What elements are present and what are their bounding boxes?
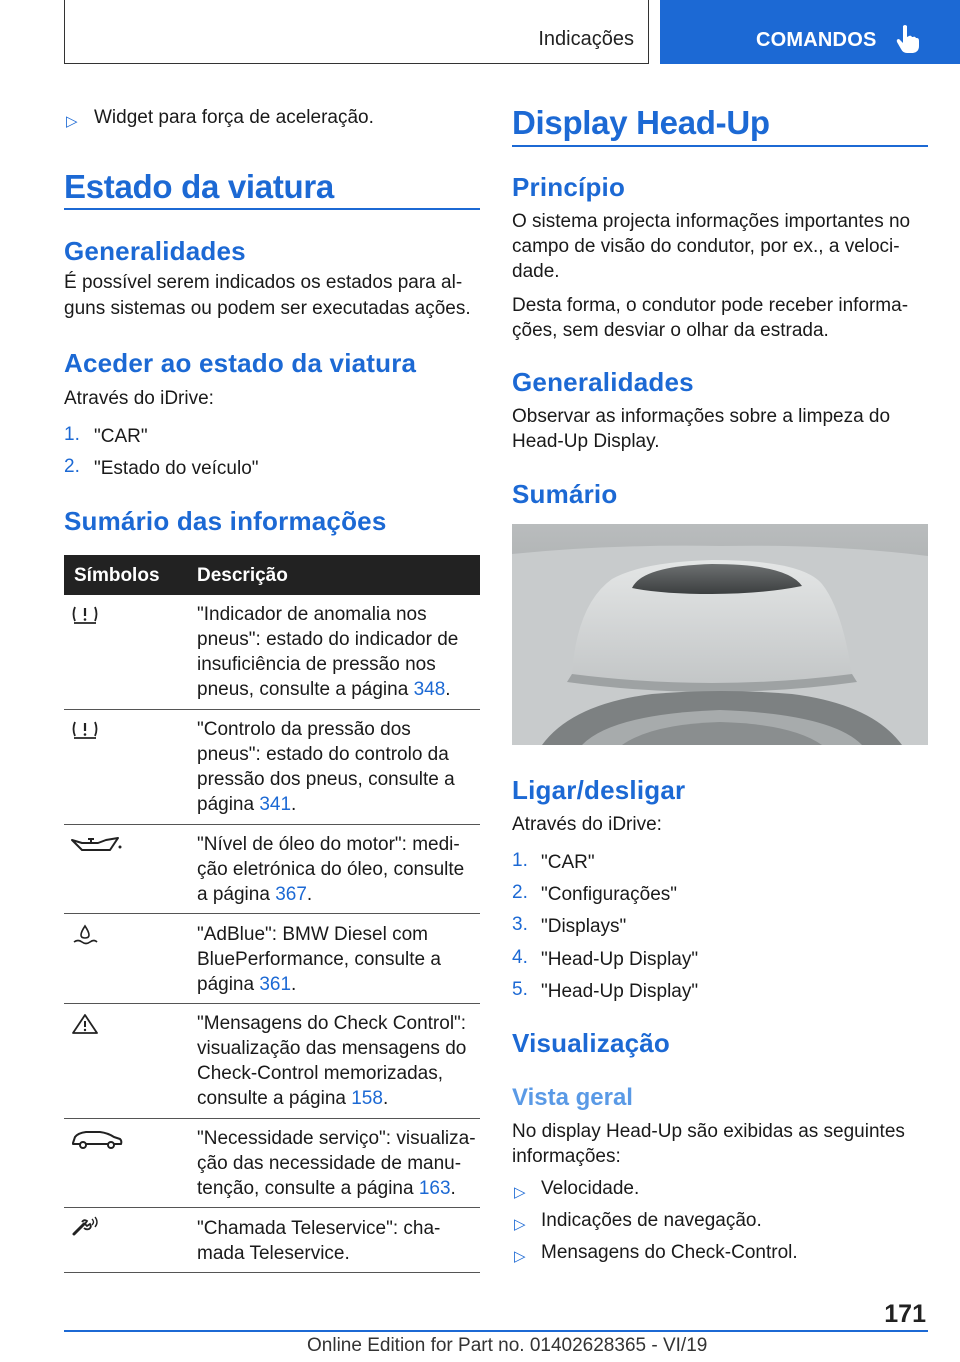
title-rule (512, 145, 928, 147)
desc-line: BluePerformance, consulte a (197, 949, 441, 970)
onoff-intro: Através do iDrive: (512, 814, 662, 835)
heading-on-off: Ligar/desligar (512, 775, 686, 805)
desc-line: "Controlo da pressão dos (197, 719, 411, 740)
row-divider (64, 824, 480, 825)
adblue-icon (70, 924, 100, 946)
page-header (0, 0, 960, 66)
hand-pointer-icon (895, 24, 921, 54)
step-number: 2. (512, 882, 528, 903)
table-cell-description: "Nível de óleo do motor": medi‐ ção eletrónica do óleo, consulte a página 367. (197, 832, 480, 907)
row-divider (64, 1118, 480, 1119)
general-line: Observar as informações sobre a limpeza do (512, 406, 891, 427)
bullet-triangle-icon: ▷ (514, 1184, 526, 1201)
desc-line: tenção, consulte a página (197, 1178, 419, 1199)
car-service-icon (70, 1127, 124, 1151)
table-cell-description: "Mensagens do Check Control": visualização das mensagens do Check-Control memorizadas, consulte a página 158. (197, 1011, 480, 1111)
principle-line: ções, sem desviar o olhar da estrada. (512, 320, 829, 341)
tire-pressure-monitor-icon (70, 719, 100, 741)
desc-line: consulte a página (197, 1088, 352, 1109)
page-link[interactable]: 163 (418, 1178, 451, 1199)
desc-line: "Chamada Teleservice": cha‐ (197, 1218, 441, 1239)
page-number: 171 (884, 1300, 926, 1328)
desc-line: Check-Control memorizadas, (197, 1063, 444, 1084)
table-header (64, 555, 480, 595)
heading-principle: Princípio (512, 172, 626, 202)
desc-line: pneus, consulte a página (197, 679, 414, 700)
step-text: "Head-Up Display" (541, 949, 699, 970)
desc-line: "Mensagens do Check Control": (197, 1013, 467, 1034)
principle-line: campo de visão do condutor, por ex., a veloci‐ (512, 236, 900, 257)
section-title-vehicle-status: Estado da viatura (64, 168, 334, 205)
table-cell-description: "Necessidade serviço": visualiza‐ ção das necessidade de manu‐ tenção, consulte a página 163. (197, 1126, 480, 1201)
row-divider (64, 709, 480, 710)
page-link[interactable]: 361 (259, 974, 292, 995)
desc-line: pressão dos pneus, consulte a (197, 769, 455, 790)
page-link[interactable]: 348 (413, 679, 446, 700)
tire-pressure-warning-icon (70, 604, 100, 626)
overview-line: No display Head-Up são exibidas as seguintes (512, 1121, 905, 1142)
step-text: "CAR" (541, 852, 595, 873)
step-number: 3. (512, 914, 528, 935)
principle-line: Desta forma, o condutor pode receber informa‐ (512, 295, 909, 316)
bullet-triangle-icon: ▷ (66, 113, 78, 130)
column-header-description: Descrição (197, 565, 288, 586)
table-cell-description: "Controlo da pressão dos pneus": estado do controlo da pressão dos pneus, consulte a página 341. (197, 717, 480, 817)
chapter-label: COMANDOS (756, 29, 877, 51)
section-label: Indicações (538, 28, 634, 50)
desc-line: a página (197, 884, 276, 905)
teleservice-wrench-icon (70, 1216, 100, 1238)
bullet-triangle-icon: ▷ (514, 1248, 526, 1265)
principle-line: dade. (512, 261, 560, 282)
desc-line: ção das necessidade de manu‐ (197, 1153, 462, 1174)
step-text: "Configurações" (541, 884, 678, 905)
principle-line: O sistema projecta informações importantes no (512, 211, 911, 232)
step-number: 1. (512, 850, 528, 871)
bullet-text: Mensagens do Check-Control. (541, 1242, 798, 1263)
bullet-text: Widget para força de aceleração. (94, 107, 374, 128)
desc-line: "Necessidade serviço": visualiza‐ (197, 1128, 476, 1149)
section-title-head-up-display: Display Head-Up (512, 104, 770, 141)
row-divider (64, 1272, 480, 1273)
general-line: Head-Up Display. (512, 431, 660, 452)
page-link[interactable]: 367 (275, 884, 307, 905)
column-header-symbols: Símbolos (74, 565, 160, 586)
bullet-text: Velocidade. (541, 1178, 640, 1199)
desc-line: página (197, 794, 260, 815)
desc-line: "AdBlue": BMW Diesel com (197, 924, 428, 945)
heading-display: Visualização (512, 1028, 671, 1058)
desc-line: página (197, 974, 260, 995)
table-cell-description: "AdBlue": BMW Diesel com BluePerformance, consulte a página 361. (197, 922, 480, 997)
footer-rule (64, 1330, 928, 1332)
step-text: "CAR" (94, 426, 148, 447)
bullet-text: Indicações de navegação. (541, 1210, 762, 1231)
row-divider (64, 1207, 480, 1208)
step-number: 5. (512, 979, 528, 1000)
desc-line: insuficiência de pressão nos (197, 654, 436, 675)
desc-line: mada Teleservice. (197, 1243, 350, 1264)
desc-line: "Nível de óleo do motor": medi‐ (197, 834, 460, 855)
edition-footer: Online Edition for Part no. 01402628365 - VI/19 (307, 1335, 708, 1356)
heading-info-summary: Sumário das informações (64, 506, 387, 536)
step-number: 4. (512, 947, 528, 968)
desc-line: pneus": estado do indicador de (197, 629, 459, 650)
desc-line: "Indicador de anomalia nos (197, 604, 427, 625)
general-text-line: É possível serem indicados os estados para al‐ (64, 272, 463, 293)
heading-summary: Sumário (512, 479, 618, 509)
head-up-display-photo (512, 524, 928, 745)
step-number: 1. (64, 424, 80, 445)
page-link[interactable]: 341 (259, 794, 292, 815)
heading-general: Generalidades (64, 236, 246, 266)
access-intro: Através do iDrive: (64, 388, 214, 409)
row-divider (64, 913, 480, 914)
heading-general: Generalidades (512, 367, 694, 397)
bullet-triangle-icon: ▷ (514, 1216, 526, 1233)
title-rule (64, 208, 480, 210)
overview-line: informações: (512, 1146, 621, 1167)
desc-line: ção eletrónica do óleo, consulte (197, 859, 465, 880)
desc-line: visualização das mensagens do (197, 1038, 467, 1059)
table-cell-description: "Indicador de anomalia nos pneus": estado do indicador de insuficiência de pressão nos pneus, consulte a página 348. (197, 602, 480, 702)
warning-triangle-icon (70, 1013, 100, 1035)
table-cell-description (197, 1216, 480, 1266)
oil-can-icon (70, 834, 124, 856)
row-divider (64, 1003, 480, 1004)
step-text: "Head-Up Display" (541, 981, 699, 1002)
heading-access-status: Aceder ao estado da viatura (64, 348, 417, 378)
desc-line: pneus": estado do controlo da (197, 744, 449, 765)
page-link[interactable]: 158 (351, 1088, 383, 1109)
section-tab[interactable] (64, 0, 649, 64)
step-number: 2. (64, 456, 80, 477)
subheading-overview: Vista geral (512, 1084, 633, 1111)
general-text-line: guns sistemas ou podem ser executadas ações. (64, 298, 471, 319)
step-text: "Estado do veículo" (94, 458, 259, 479)
step-text: "Displays" (541, 916, 627, 937)
